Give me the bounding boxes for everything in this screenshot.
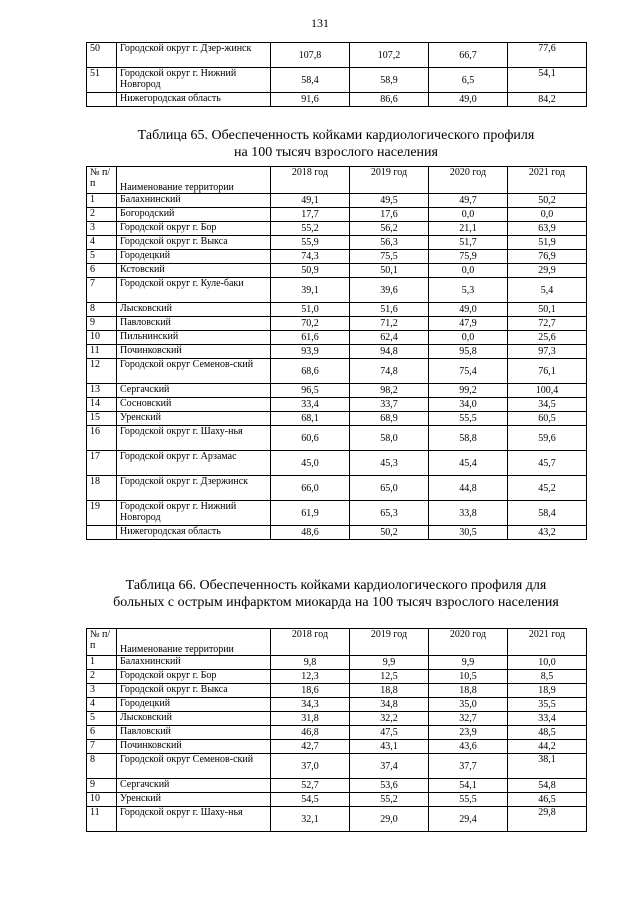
value-cell: 38,1 — [508, 754, 587, 779]
territory-name: Городской округ г. Выкса — [117, 684, 271, 698]
value-cell: 21,1 — [429, 222, 508, 236]
row-number: 17 — [87, 451, 117, 476]
value-cell: 59,6 — [508, 426, 587, 451]
row-number: 4 — [87, 698, 117, 712]
value-cell: 70,2 — [271, 317, 350, 331]
value-cell: 91,6 — [271, 93, 350, 107]
value-cell: 10,0 — [508, 656, 587, 670]
territory-name: Нижегородская область — [117, 93, 271, 107]
table-row — [87, 278, 587, 303]
value-cell: 29,4 — [429, 807, 508, 832]
value-cell: 94,8 — [350, 345, 429, 359]
value-cell: 29,8 — [508, 807, 587, 832]
value-cell: 44,2 — [508, 740, 587, 754]
value-cell: 60,5 — [508, 412, 587, 426]
value-cell: 55,5 — [429, 412, 508, 426]
value-cell: 48,6 — [271, 526, 350, 540]
row-number: 5 — [87, 712, 117, 726]
table-66-body — [87, 656, 587, 832]
table-66-caption-line-2: больных с острым инфарктом миокарда на 100 тысяч взрослого населения — [113, 595, 559, 610]
value-cell: 43,1 — [350, 740, 429, 754]
row-number: 18 — [87, 476, 117, 501]
table-65-caption-line-1: Таблица 65. Обеспеченность койками кардиологического профиля — [137, 128, 535, 143]
value-cell: 63,9 — [508, 222, 587, 236]
territory-name: Городской округ г. Дзержинск — [117, 476, 271, 501]
row-number: 8 — [87, 303, 117, 317]
value-cell: 58,8 — [429, 426, 508, 451]
row-number: 6 — [87, 264, 117, 278]
value-cell: 34,5 — [508, 398, 587, 412]
value-cell: 50,1 — [350, 264, 429, 278]
value-cell: 12,3 — [271, 670, 350, 684]
territory-name: Балахнинский — [117, 656, 271, 670]
value-cell: 0,0 — [429, 264, 508, 278]
value-cell: 62,4 — [350, 331, 429, 345]
value-cell: 65,3 — [350, 501, 429, 526]
value-cell: 49,1 — [271, 194, 350, 208]
row-number: 14 — [87, 398, 117, 412]
value-cell: 48,5 — [508, 726, 587, 740]
table-row — [87, 359, 587, 384]
value-cell: 95,8 — [429, 345, 508, 359]
header-year-2021: 2021 год — [508, 167, 587, 194]
value-cell: 53,6 — [350, 779, 429, 793]
territory-name: Городской округ г. Нижний Новгород — [117, 68, 271, 93]
value-cell: 18,8 — [350, 684, 429, 698]
value-cell: 93,9 — [271, 345, 350, 359]
value-cell: 49,7 — [429, 194, 508, 208]
territory-name: Лысковский — [117, 303, 271, 317]
value-cell: 54,1 — [508, 68, 587, 93]
table-66-caption — [86, 577, 586, 611]
table-row — [87, 43, 587, 68]
value-cell: 58,9 — [350, 68, 429, 93]
value-cell: 17,7 — [271, 208, 350, 222]
value-cell: 74,8 — [350, 359, 429, 384]
table-row — [87, 426, 587, 451]
table-row — [87, 501, 587, 526]
table-66-header-row — [87, 629, 587, 656]
value-cell: 55,2 — [271, 222, 350, 236]
table-row — [87, 208, 587, 222]
table-row — [87, 398, 587, 412]
row-number: 7 — [87, 740, 117, 754]
value-cell: 97,3 — [508, 345, 587, 359]
row-number: 11 — [87, 807, 117, 832]
value-cell: 68,6 — [271, 359, 350, 384]
value-cell: 66,0 — [271, 476, 350, 501]
table-65-header-row — [87, 167, 587, 194]
continuation-table — [86, 42, 587, 107]
row-number: 1 — [87, 656, 117, 670]
value-cell: 58,0 — [350, 426, 429, 451]
territory-name: Городской округ г. Нижний Новгород — [117, 501, 271, 526]
value-cell: 39,1 — [271, 278, 350, 303]
table-row — [87, 317, 587, 331]
table-row — [87, 712, 587, 726]
territory-name: Уренский — [117, 412, 271, 426]
row-number: 16 — [87, 426, 117, 451]
row-number: 50 — [87, 43, 117, 68]
value-cell: 66,7 — [429, 43, 508, 68]
row-number: 3 — [87, 684, 117, 698]
table-row — [87, 684, 587, 698]
row-number: 15 — [87, 412, 117, 426]
value-cell: 45,7 — [508, 451, 587, 476]
table-row — [87, 476, 587, 501]
value-cell: 100,4 — [508, 384, 587, 398]
value-cell: 9,9 — [429, 656, 508, 670]
value-cell: 51,7 — [429, 236, 508, 250]
territory-name: Павловский — [117, 317, 271, 331]
value-cell: 9,8 — [271, 656, 350, 670]
table-65-caption — [86, 127, 586, 161]
territory-name: Городской округ г. Дзер-жинск — [117, 43, 271, 68]
value-cell: 56,3 — [350, 236, 429, 250]
territory-name: Городецкий — [117, 698, 271, 712]
table-row — [87, 384, 587, 398]
value-cell: 107,8 — [271, 43, 350, 68]
value-cell: 47,9 — [429, 317, 508, 331]
value-cell: 51,9 — [508, 236, 587, 250]
value-cell: 29,0 — [350, 807, 429, 832]
table-row — [87, 526, 587, 540]
value-cell: 75,4 — [429, 359, 508, 384]
value-cell: 54,5 — [271, 793, 350, 807]
table-row — [87, 194, 587, 208]
table-row — [87, 656, 587, 670]
value-cell: 10,5 — [429, 670, 508, 684]
value-cell: 86,6 — [350, 93, 429, 107]
value-cell: 30,5 — [429, 526, 508, 540]
value-cell: 60,6 — [271, 426, 350, 451]
table-row — [87, 698, 587, 712]
value-cell: 68,1 — [271, 412, 350, 426]
territory-name: Городской округ г. Арзамас — [117, 451, 271, 476]
value-cell: 33,4 — [508, 712, 587, 726]
territory-name: Городской округ г. Бор — [117, 670, 271, 684]
value-cell: 99,2 — [429, 384, 508, 398]
value-cell: 46,5 — [508, 793, 587, 807]
value-cell: 55,2 — [350, 793, 429, 807]
value-cell: 9,9 — [350, 656, 429, 670]
territory-name: Уренский — [117, 793, 271, 807]
value-cell: 75,9 — [429, 250, 508, 264]
value-cell: 42,7 — [271, 740, 350, 754]
value-cell: 32,2 — [350, 712, 429, 726]
value-cell: 45,4 — [429, 451, 508, 476]
value-cell: 23,9 — [429, 726, 508, 740]
row-number: 4 — [87, 236, 117, 250]
territory-name: Богородский — [117, 208, 271, 222]
row-number: 3 — [87, 222, 117, 236]
row-number: 2 — [87, 208, 117, 222]
territory-name: Лысковский — [117, 712, 271, 726]
value-cell: 55,9 — [271, 236, 350, 250]
table-row — [87, 779, 587, 793]
table-65-caption-line-2: на 100 тысяч взрослого населения — [234, 145, 438, 160]
territory-name: Балахнинский — [117, 194, 271, 208]
table-row — [87, 740, 587, 754]
territory-name: Городской округ Семенов-ский — [117, 754, 271, 779]
table-row — [87, 451, 587, 476]
territory-name: Городской округ г. Выкса — [117, 236, 271, 250]
header-no: № п/п — [87, 629, 117, 656]
row-number — [87, 526, 117, 540]
territory-name: Городской округ г. Шаху-нья — [117, 426, 271, 451]
value-cell: 50,2 — [508, 194, 587, 208]
table-66-caption-line-1: Таблица 66. Обеспеченность койками кардиологического профиля для — [125, 578, 547, 593]
value-cell: 51,0 — [271, 303, 350, 317]
value-cell: 29,9 — [508, 264, 587, 278]
row-number — [87, 93, 117, 107]
value-cell: 18,6 — [271, 684, 350, 698]
value-cell: 65,0 — [350, 476, 429, 501]
row-number: 19 — [87, 501, 117, 526]
value-cell: 56,2 — [350, 222, 429, 236]
row-number: 5 — [87, 250, 117, 264]
value-cell: 68,9 — [350, 412, 429, 426]
value-cell: 34,8 — [350, 698, 429, 712]
header-year-2020: 2020 год — [429, 167, 508, 194]
value-cell: 5,3 — [429, 278, 508, 303]
value-cell: 71,2 — [350, 317, 429, 331]
value-cell: 49,0 — [429, 93, 508, 107]
value-cell: 32,1 — [271, 807, 350, 832]
value-cell: 43,2 — [508, 526, 587, 540]
value-cell: 52,7 — [271, 779, 350, 793]
value-cell: 72,7 — [508, 317, 587, 331]
row-number: 12 — [87, 359, 117, 384]
row-number: 9 — [87, 779, 117, 793]
header-name: Наименование территории — [117, 629, 271, 656]
value-cell: 18,8 — [429, 684, 508, 698]
value-cell: 58,4 — [271, 68, 350, 93]
table-row — [87, 331, 587, 345]
value-cell: 35,0 — [429, 698, 508, 712]
table-row — [87, 345, 587, 359]
value-cell: 25,6 — [508, 331, 587, 345]
value-cell: 0,0 — [508, 208, 587, 222]
value-cell: 76,1 — [508, 359, 587, 384]
table-row — [87, 303, 587, 317]
value-cell: 5,4 — [508, 278, 587, 303]
value-cell: 75,5 — [350, 250, 429, 264]
value-cell: 76,9 — [508, 250, 587, 264]
value-cell: 6,5 — [429, 68, 508, 93]
value-cell: 0,0 — [429, 208, 508, 222]
header-year-2021: 2021 год — [508, 629, 587, 656]
value-cell: 17,6 — [350, 208, 429, 222]
table-row — [87, 754, 587, 779]
territory-name: Городской округ г. Куле-баки — [117, 278, 271, 303]
value-cell: 37,0 — [271, 754, 350, 779]
header-no: № п/п — [87, 167, 117, 194]
territory-name: Нижегородская область — [117, 526, 271, 540]
header-year-2018: 2018 год — [271, 167, 350, 194]
territory-name: Павловский — [117, 726, 271, 740]
value-cell: 58,4 — [508, 501, 587, 526]
row-number: 9 — [87, 317, 117, 331]
value-cell: 84,2 — [508, 93, 587, 107]
territory-name: Починковский — [117, 345, 271, 359]
value-cell: 37,7 — [429, 754, 508, 779]
header-year-2018: 2018 год — [271, 629, 350, 656]
table-row — [87, 93, 587, 107]
row-number: 13 — [87, 384, 117, 398]
value-cell: 51,6 — [350, 303, 429, 317]
value-cell: 98,2 — [350, 384, 429, 398]
page-number: 131 — [311, 16, 329, 30]
value-cell: 54,1 — [429, 779, 508, 793]
table-row — [87, 250, 587, 264]
table-row — [87, 793, 587, 807]
value-cell: 50,9 — [271, 264, 350, 278]
header-year-2019: 2019 год — [350, 629, 429, 656]
table-row — [87, 670, 587, 684]
value-cell: 44,8 — [429, 476, 508, 501]
value-cell: 32,7 — [429, 712, 508, 726]
value-cell: 34,0 — [429, 398, 508, 412]
value-cell: 34,3 — [271, 698, 350, 712]
territory-name: Сосновский — [117, 398, 271, 412]
value-cell: 45,3 — [350, 451, 429, 476]
value-cell: 55,5 — [429, 793, 508, 807]
value-cell: 61,6 — [271, 331, 350, 345]
value-cell: 0,0 — [429, 331, 508, 345]
value-cell: 35,5 — [508, 698, 587, 712]
value-cell: 50,2 — [350, 526, 429, 540]
value-cell: 49,0 — [429, 303, 508, 317]
value-cell: 45,2 — [508, 476, 587, 501]
continuation-table-body — [87, 43, 587, 107]
value-cell: 74,3 — [271, 250, 350, 264]
territory-name: Починковский — [117, 740, 271, 754]
table-row — [87, 222, 587, 236]
value-cell: 33,4 — [271, 398, 350, 412]
value-cell: 49,5 — [350, 194, 429, 208]
territory-name: Городецкий — [117, 250, 271, 264]
row-number: 11 — [87, 345, 117, 359]
row-number: 6 — [87, 726, 117, 740]
value-cell: 61,9 — [271, 501, 350, 526]
row-number: 2 — [87, 670, 117, 684]
value-cell: 18,9 — [508, 684, 587, 698]
header-year-2019: 2019 год — [350, 167, 429, 194]
value-cell: 39,6 — [350, 278, 429, 303]
value-cell: 43,6 — [429, 740, 508, 754]
value-cell: 54,8 — [508, 779, 587, 793]
territory-name: Городской округ г. Шаху-нья — [117, 807, 271, 832]
territory-name: Кстовский — [117, 264, 271, 278]
table-65-body — [87, 194, 587, 540]
territory-name: Сергачский — [117, 384, 271, 398]
row-number: 10 — [87, 331, 117, 345]
row-number: 8 — [87, 754, 117, 779]
value-cell: 8,5 — [508, 670, 587, 684]
territory-name: Городской округ Семенов-ский — [117, 359, 271, 384]
table-row — [87, 236, 587, 250]
table-65 — [86, 166, 587, 540]
value-cell: 33,8 — [429, 501, 508, 526]
table-row — [87, 264, 587, 278]
value-cell: 12,5 — [350, 670, 429, 684]
value-cell: 47,5 — [350, 726, 429, 740]
territory-name: Городской округ г. Бор — [117, 222, 271, 236]
row-number: 51 — [87, 68, 117, 93]
value-cell: 50,1 — [508, 303, 587, 317]
value-cell: 96,5 — [271, 384, 350, 398]
territory-name: Пильнинский — [117, 331, 271, 345]
value-cell: 33,7 — [350, 398, 429, 412]
value-cell: 31,8 — [271, 712, 350, 726]
table-row — [87, 412, 587, 426]
territory-name: Сергачский — [117, 779, 271, 793]
row-number: 1 — [87, 194, 117, 208]
header-year-2020: 2020 год — [429, 629, 508, 656]
table-row — [87, 807, 587, 832]
table-row — [87, 68, 587, 93]
row-number: 7 — [87, 278, 117, 303]
header-name: Наименование территории — [117, 167, 271, 194]
table-66 — [86, 628, 587, 832]
value-cell: 46,8 — [271, 726, 350, 740]
value-cell: 77,6 — [508, 43, 587, 68]
table-row — [87, 726, 587, 740]
value-cell: 37,4 — [350, 754, 429, 779]
value-cell: 45,0 — [271, 451, 350, 476]
row-number: 10 — [87, 793, 117, 807]
value-cell: 107,2 — [350, 43, 429, 68]
